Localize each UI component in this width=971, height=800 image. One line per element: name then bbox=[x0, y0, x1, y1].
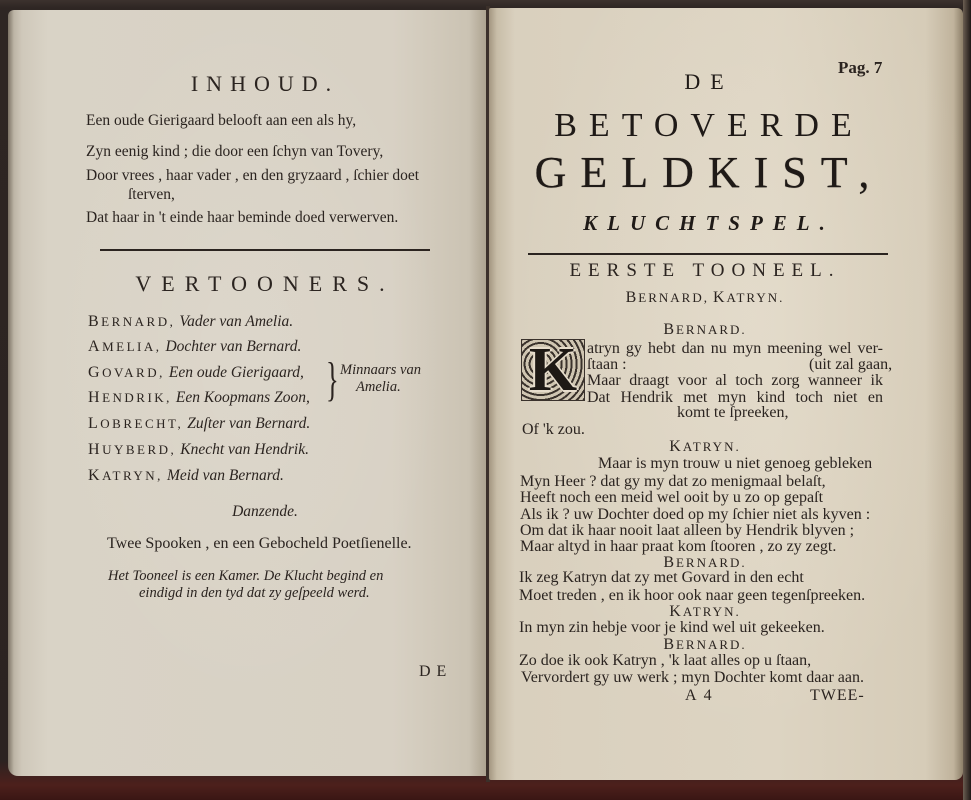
scene-character: KATRYN. bbox=[712, 289, 785, 306]
dialogue-line: Moet treden , en ik hoor ook naar geen tegenſpreeken. bbox=[519, 587, 866, 604]
cast-item bbox=[88, 390, 310, 406]
dialogue-line: Maar altyd in haar praat kom ſtooren , zo zy zegt. bbox=[520, 538, 837, 555]
dialogue-line: (uit zal gaan, bbox=[809, 356, 893, 373]
dialogue-line: Zo doe ik ook Katryn , 'k laat alles op u ſtaan, bbox=[519, 652, 812, 669]
speaker-name: BERNARD. bbox=[663, 636, 747, 653]
dialogue-line: ſtaan : bbox=[587, 356, 627, 373]
cast-name: HENDRIK, bbox=[88, 389, 172, 406]
cast-name: AMELIA, bbox=[88, 338, 162, 355]
cast-role: Een oude Gierigaard, bbox=[168, 364, 304, 381]
scene-heading: EERSTE TOONEEL. bbox=[569, 260, 841, 281]
title-line: DE bbox=[684, 69, 734, 94]
summary-line: Dat haar in 't einde haar beminde doed verwerven. bbox=[86, 209, 399, 226]
cast-heading: VERTOONERS. bbox=[135, 271, 395, 296]
brace: } bbox=[326, 353, 339, 406]
cast-name: GOVARD, bbox=[88, 364, 165, 381]
cast-role: Dochter van Bernard. bbox=[165, 338, 302, 355]
speaker-name: BERNARD. bbox=[663, 554, 747, 571]
decorated-initial bbox=[521, 339, 585, 401]
cast-name: BERNARD, bbox=[88, 313, 176, 330]
cast-item bbox=[88, 416, 310, 432]
contents-heading: INHOUD. bbox=[190, 71, 340, 96]
brace-note: Minnaars van bbox=[340, 362, 421, 378]
dialogue-line: Om dat ik haar nooit laat alleen by Hendrik blyven ; bbox=[520, 522, 855, 539]
cast-item bbox=[88, 365, 304, 381]
left-page bbox=[8, 10, 488, 776]
dancers-heading: Danzende. bbox=[232, 503, 298, 520]
cast-role: Een Koopmans Zoon, bbox=[175, 389, 310, 406]
dialogue-line: Als ik ? uw Dochter doed op my ſchier niet als kyven : bbox=[520, 506, 871, 523]
summary-line: Zyn eenig kind ; die door een ſchyn van Tovery, bbox=[86, 143, 384, 160]
title-line: GELDKIST, bbox=[534, 148, 884, 197]
dialogue-line: Ik zeg Katryn dat zy met Govard in den echt bbox=[519, 569, 804, 586]
dialogue-line: Maar is myn trouw u niet genoeg gebleken bbox=[598, 455, 873, 472]
cast-item bbox=[88, 314, 293, 330]
divider-rule bbox=[100, 249, 430, 251]
dialogue-line: Vervordert gy uw werk ; myn Dochter komt daar aan. bbox=[521, 669, 864, 686]
cast-role: Meid van Bernard. bbox=[166, 467, 284, 484]
summary-line: Door vrees , haar vader , en den gryzaard , ſchier doet bbox=[86, 167, 420, 184]
catchword: DE bbox=[419, 663, 453, 680]
right-page bbox=[489, 8, 963, 780]
dialogue-line: Of 'k zou. bbox=[522, 421, 585, 438]
title-line: BETOVERDE bbox=[554, 107, 864, 144]
stage-note: eindigd in den tyd dat zy geſpeeld werd. bbox=[139, 585, 370, 601]
speaker-name: BERNARD. bbox=[663, 321, 747, 338]
scene-character: BERNARD, bbox=[625, 289, 709, 306]
speaker-name: KATRYN. bbox=[669, 438, 741, 455]
cast-role: Zuſter van Bernard. bbox=[187, 415, 311, 432]
dialogue-line: In myn zin hebje voor je kind wel uit gekeeken. bbox=[519, 619, 825, 636]
cast-name: HUYBERD, bbox=[88, 441, 177, 458]
cast-role: Vader van Amelia. bbox=[179, 313, 294, 330]
speaker-name: KATRYN. bbox=[669, 603, 741, 620]
dialogue-line: Dat Hendrik met myn kind toch niet en bbox=[587, 389, 883, 406]
dialogue-line: atryn gy hebt dan nu myn meening wel ver- bbox=[587, 340, 883, 357]
cast-item bbox=[88, 339, 301, 355]
dancers-line: Twee Spooken , en een Gebocheld Poetſienelle. bbox=[107, 535, 412, 552]
stage-note: Het Tooneel is een Kamer. De Klucht begind en bbox=[108, 568, 384, 584]
genre-line: KLUCHTSPEL. bbox=[583, 211, 835, 235]
dialogue-line: Heeft noch een meid wel ooit by u zo op gepaſt bbox=[520, 489, 824, 506]
cast-role: Knecht van Hendrik. bbox=[180, 441, 309, 458]
catchword: TWEE- bbox=[810, 687, 865, 704]
summary-line-continuation: ſterven, bbox=[128, 186, 175, 203]
dialogue-line: Maar draagt voor al toch zorg wanneer ik bbox=[587, 372, 883, 389]
scene-characters bbox=[489, 290, 921, 306]
divider-rule bbox=[528, 253, 888, 255]
dialogue-line: Myn Heer ? dat gy my dat zo menigmaal belaſt, bbox=[520, 473, 826, 490]
page-edge bbox=[963, 0, 971, 800]
signature-mark: A 4 bbox=[685, 687, 714, 704]
cast-item bbox=[88, 468, 284, 484]
cast-name: LOBRECHT, bbox=[88, 415, 184, 432]
cast-name: KATRYN, bbox=[88, 467, 163, 484]
page-number: Pag. 7 bbox=[838, 58, 883, 77]
drop-cap-letter: K bbox=[528, 339, 578, 401]
cast-item bbox=[88, 442, 309, 458]
summary-line: Een oude Gierigaard belooft aan een als hy, bbox=[86, 112, 357, 129]
brace-note: Amelia. bbox=[356, 379, 401, 395]
dialogue-line: komt te ſpreeken, bbox=[677, 404, 789, 421]
